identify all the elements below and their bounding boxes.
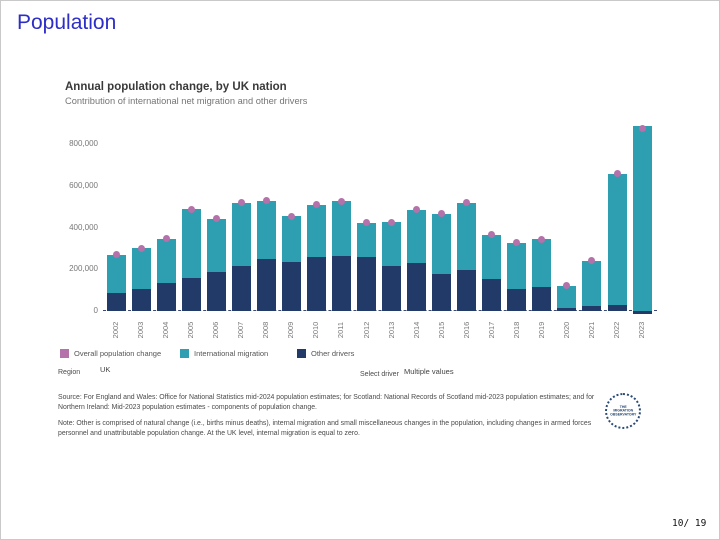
driver-filter-label: Select driver <box>360 371 399 378</box>
x-axis-label-2022: 2022 <box>612 321 621 339</box>
bar-2020-other-drivers[interactable] <box>557 308 576 311</box>
x-axis-label-2013: 2013 <box>386 321 396 339</box>
marker-2011-overall-population-change[interactable] <box>338 198 345 205</box>
marker-2005-overall-population-change[interactable] <box>188 206 195 213</box>
y-axis-tick-label: 0 <box>93 306 98 315</box>
bar-2004-international-migration[interactable] <box>157 239 176 283</box>
bar-2016-other-drivers[interactable] <box>457 270 476 311</box>
marker-2003-overall-population-change[interactable] <box>138 245 145 252</box>
x-axis-label-2017: 2017 <box>486 321 496 339</box>
bar-2012-other-drivers[interactable] <box>357 257 376 311</box>
x-axis-label-2011: 2011 <box>336 321 346 339</box>
x-axis-label-2005: 2005 <box>186 321 196 339</box>
legend-label: Overall population change <box>74 349 162 358</box>
bar-2022-other-drivers[interactable] <box>608 305 627 311</box>
legend-item-international-migration[interactable] <box>180 349 268 358</box>
x-axis-label-2019: 2019 <box>536 321 546 339</box>
bar-2019-international-migration[interactable] <box>532 239 551 286</box>
bar-2009-other-drivers[interactable] <box>282 262 301 311</box>
bar-2010-other-drivers[interactable] <box>307 257 326 311</box>
marker-2002-overall-population-change[interactable] <box>113 251 120 258</box>
bar-2016-international-migration[interactable] <box>457 203 476 270</box>
bar-2009-international-migration[interactable] <box>282 216 301 262</box>
bar-2011-international-migration[interactable] <box>332 201 351 256</box>
marker-2004-overall-population-change[interactable] <box>163 235 170 242</box>
x-axis-label-2016: 2016 <box>461 321 471 339</box>
y-axis-tick-label: 400,000 <box>69 222 98 232</box>
x-axis-label-2007: 2007 <box>236 321 246 339</box>
note-text: Note: Other is comprised of natural change (i.e., births minus deaths), internal migration and small miscellaneous changes in the population, including changes in armed forces personnel and unattributable population change. At the UK level, internal migration is equal to zero. <box>58 420 592 438</box>
x-axis-label-2012: 2012 <box>361 321 371 339</box>
bar-2015-international-migration[interactable] <box>432 214 451 275</box>
bar-2015-other-drivers[interactable] <box>432 274 451 311</box>
bar-2002-international-migration[interactable] <box>107 255 126 294</box>
bar-2014-international-migration[interactable] <box>407 210 426 263</box>
bar-2017-other-drivers[interactable] <box>482 279 501 311</box>
bar-2018-international-migration[interactable] <box>507 243 526 290</box>
legend-label: International migration <box>194 349 269 358</box>
bar-2006-other-drivers[interactable] <box>207 272 226 311</box>
migration-observatory-logo <box>605 393 641 429</box>
bar-2019-other-drivers[interactable] <box>532 287 551 311</box>
chart-title: Annual population change, by UK nation <box>65 81 287 93</box>
region-filter-value[interactable]: UK <box>100 365 111 374</box>
bar-2017-international-migration[interactable] <box>482 235 501 279</box>
page-title: Population <box>17 11 117 34</box>
bar-2005-international-migration[interactable] <box>182 209 201 278</box>
chart-subtitle: Contribution of international net migration and other drivers <box>65 96 308 106</box>
x-axis-label-2018: 2018 <box>511 321 521 339</box>
bar-2008-other-drivers[interactable] <box>257 259 276 311</box>
bar-2020-international-migration[interactable] <box>557 286 576 308</box>
bar-2003-international-migration[interactable] <box>132 248 151 289</box>
marker-2013-overall-population-change[interactable] <box>388 219 395 226</box>
legend-item-overall-population-change[interactable] <box>60 349 161 358</box>
bar-2005-other-drivers[interactable] <box>182 278 201 311</box>
x-axis-label-2021: 2021 <box>586 321 596 339</box>
bar-2014-other-drivers[interactable] <box>407 263 426 311</box>
x-axis-label-2008: 2008 <box>261 321 271 339</box>
bar-2021-other-drivers[interactable] <box>582 306 601 311</box>
bar-2007-other-drivers[interactable] <box>232 266 251 311</box>
bar-2023-other-drivers[interactable] <box>633 311 652 314</box>
y-axis-tick-label: 200,000 <box>69 264 98 274</box>
bar-2003-other-drivers[interactable] <box>132 289 151 311</box>
migration-observatory-logo-text: THE MIGRATION OBSERVATORY <box>609 405 637 417</box>
x-axis-label-2006: 2006 <box>211 321 221 339</box>
legend-swatch-icon <box>180 349 189 358</box>
bar-2023-international-migration[interactable] <box>633 126 652 311</box>
marker-2008-overall-population-change[interactable] <box>263 197 270 204</box>
x-axis-label-2004: 2004 <box>161 321 171 339</box>
bar-2008-international-migration[interactable] <box>257 201 276 259</box>
bar-2004-other-drivers[interactable] <box>157 283 176 311</box>
y-axis-tick-label: 800,000 <box>69 139 98 149</box>
legend-item-other-drivers[interactable] <box>297 349 354 358</box>
bar-2012-international-migration[interactable] <box>357 223 376 258</box>
region-filter-label: Region <box>58 369 81 376</box>
bar-2007-international-migration[interactable] <box>232 203 251 266</box>
x-axis-label-2015: 2015 <box>436 321 446 339</box>
legend-swatch-icon <box>297 349 306 358</box>
x-axis-label-2003: 2003 <box>136 321 146 339</box>
marker-2007-overall-population-change[interactable] <box>238 199 245 206</box>
x-axis-label-2014: 2014 <box>411 321 421 339</box>
bar-2013-other-drivers[interactable] <box>382 266 401 311</box>
legend-swatch-icon <box>60 349 69 358</box>
source-text: Source: For England and Wales: Office for National Statistics mid-2024 population estimates; for Scotland: National Records of Scotland mid-2023 population estimates; and for Northern Ireland: Mid-2023 population estimates - components of population change. <box>58 394 595 412</box>
x-axis-label-2020: 2020 <box>561 321 571 339</box>
bar-2006-international-migration[interactable] <box>207 219 226 272</box>
bar-2002-other-drivers[interactable] <box>107 293 126 311</box>
legend-label: Other drivers <box>311 349 355 358</box>
marker-2009-overall-population-change[interactable] <box>288 213 295 220</box>
bar-2021-international-migration[interactable] <box>582 261 601 306</box>
x-axis-label-2009: 2009 <box>286 321 296 339</box>
x-axis-label-2023: 2023 <box>637 321 647 339</box>
page-number: 10/ 19 <box>672 518 707 529</box>
driver-filter-value[interactable]: Multiple values <box>404 367 454 376</box>
x-axis-label-2010: 2010 <box>311 321 321 339</box>
bar-2011-other-drivers[interactable] <box>332 256 351 311</box>
bar-2010-international-migration[interactable] <box>307 205 326 257</box>
bar-2018-other-drivers[interactable] <box>507 289 526 311</box>
marker-2023-overall-population-change[interactable] <box>639 125 646 132</box>
y-axis-tick-label: 600,000 <box>69 181 98 190</box>
x-axis-label-2002: 2002 <box>111 321 120 339</box>
marker-2022-overall-population-change[interactable] <box>614 170 621 177</box>
bar-2022-international-migration[interactable] <box>608 174 627 305</box>
bar-2013-international-migration[interactable] <box>382 222 401 266</box>
